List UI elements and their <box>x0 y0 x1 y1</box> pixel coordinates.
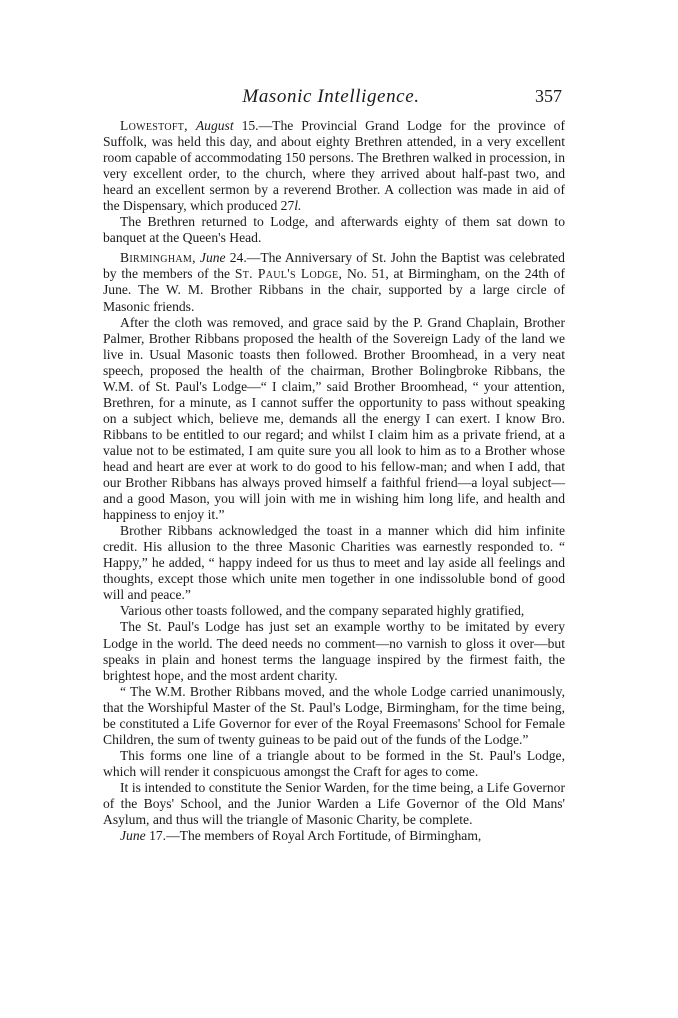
place-name: Birmingham, <box>120 250 196 266</box>
paragraph: After the cloth was removed, and grace said by the P. Grand Chaplain, Brother Palmer, Brother Ribbans proposed the health of the Sovereign Lady of the land we live in. Usual Masonic toasts then followed. Brother Broomhead, in a very neat speech, proposed the health of the chairman, Brother Bolingbroke Ribbans, the W.M. of St. Paul's Lodge—“ I claim,” said Brother Broomhead, “ your attention, Brethren, for a minute, as I cannot suffer the opportunity to pass without speaking on a subject which, believe me, demands all the energy I can exert. I know Bro. Ribbans to be entitled to our regard; and whilst I claim him as a private friend, at a value not to be estimated, I am quite sure you all look to him as to a Brother whose head and heart are ever at work to do good to his fellow-man; and when I add, that our Brother Ribbans has always proved himself a faithful friend—a loyal subject—and a good Mason, you will join with me in wishing him long life, and health and happiness to enjoy it.” <box>103 314 565 523</box>
paragraph: Various other toasts followed, and the company separated highly gratified, <box>120 603 525 619</box>
date: August <box>195 118 234 133</box>
paragraph: This forms one line of a triangle about to be formed in the St. Paul's Lodge, which will render it conspicuous amongst the Craft for ages to come. <box>103 747 565 779</box>
paragraph: “ The W.M. Brother Ribbans moved, and the whole Lodge carried unanimously, that the Worshipful Master of the St. Paul's Lodge, Birmingham, for the time being, be constituted a Life Governor for ever of the Royal Freemasons' School for Female Children, the sum of twenty guineas to be paid out of the funds of the Lodge.” <box>103 683 565 747</box>
paragraph: Brother Ribbans acknowledged the toast in a manner which did him infinite credit. His allusion to the three Masonic Charities was earnestly responded to. “ Happy,” he added, “ happy indeed for us thus to meet and lay aside all feelings and thoughts, except those which unite men together in one indissoluble bond of good will and peace.” <box>103 523 565 603</box>
date: June <box>199 250 226 266</box>
paragraph-lowestoft <box>103 118 565 214</box>
paragraph: The Brethren returned to Lodge, and afterwards eighty of them sat down to banquet at the Queen's Head. <box>103 214 565 246</box>
paragraph-text: 17.—The members of Royal Arch Fortitude, of Birmingham, <box>145 828 482 844</box>
page-header <box>100 86 562 112</box>
article-body <box>103 118 565 844</box>
currency-unit: l. <box>294 198 302 214</box>
paragraph: It is intended to constitute the Senior Warden, for the time being, a Life Governor of the Boys' School, and the Junior Warden a Life Governor of the Old Mans' Asylum, and thus will the triangle of Masonic Charity, be complete. <box>103 779 565 828</box>
running-title: Masonic Intelligence. <box>242 86 420 107</box>
paragraph-text: No. 51, at Birmingham, on the 24th of June. The W. M. Brother Ribbans in the chair, supported by a large circle of Masonic friends. <box>103 266 566 314</box>
paragraph-birmingham <box>103 250 565 314</box>
paragraph-text: 15.—The Provincial Grand Lodge for the province of Suffolk, was held this day, and about eighty Brethren attended, in a very excellent room capable of accommodating 150 persons. The Brethren walked in procession, in very excellent order, to the church, where they arrived about half-past two, and heard an excellent sermon by a reverend Brother. A collection was made in aid of the Dispensary, which produced 27 <box>103 118 565 214</box>
paragraph: The St. Paul's Lodge has just set an example worthy to be imitated by every Lodge in the world. The deed needs no comment—no varnish to gloss it over—but speaks in plain and honest terms the language inspired by the firmest faith, the brightest hope, and the most ardent charity. <box>103 619 565 683</box>
paragraph-june-17 <box>103 828 565 844</box>
lodge-name: St. Paul's Lodge, <box>234 266 343 282</box>
paragraph-text: 24.—The Anniversary of St. John the Baptist was celebrated by the members of the <box>103 250 565 282</box>
page-number: 357 <box>535 86 562 106</box>
date: June <box>120 828 146 844</box>
place-name: Lowestoft, <box>120 118 188 133</box>
